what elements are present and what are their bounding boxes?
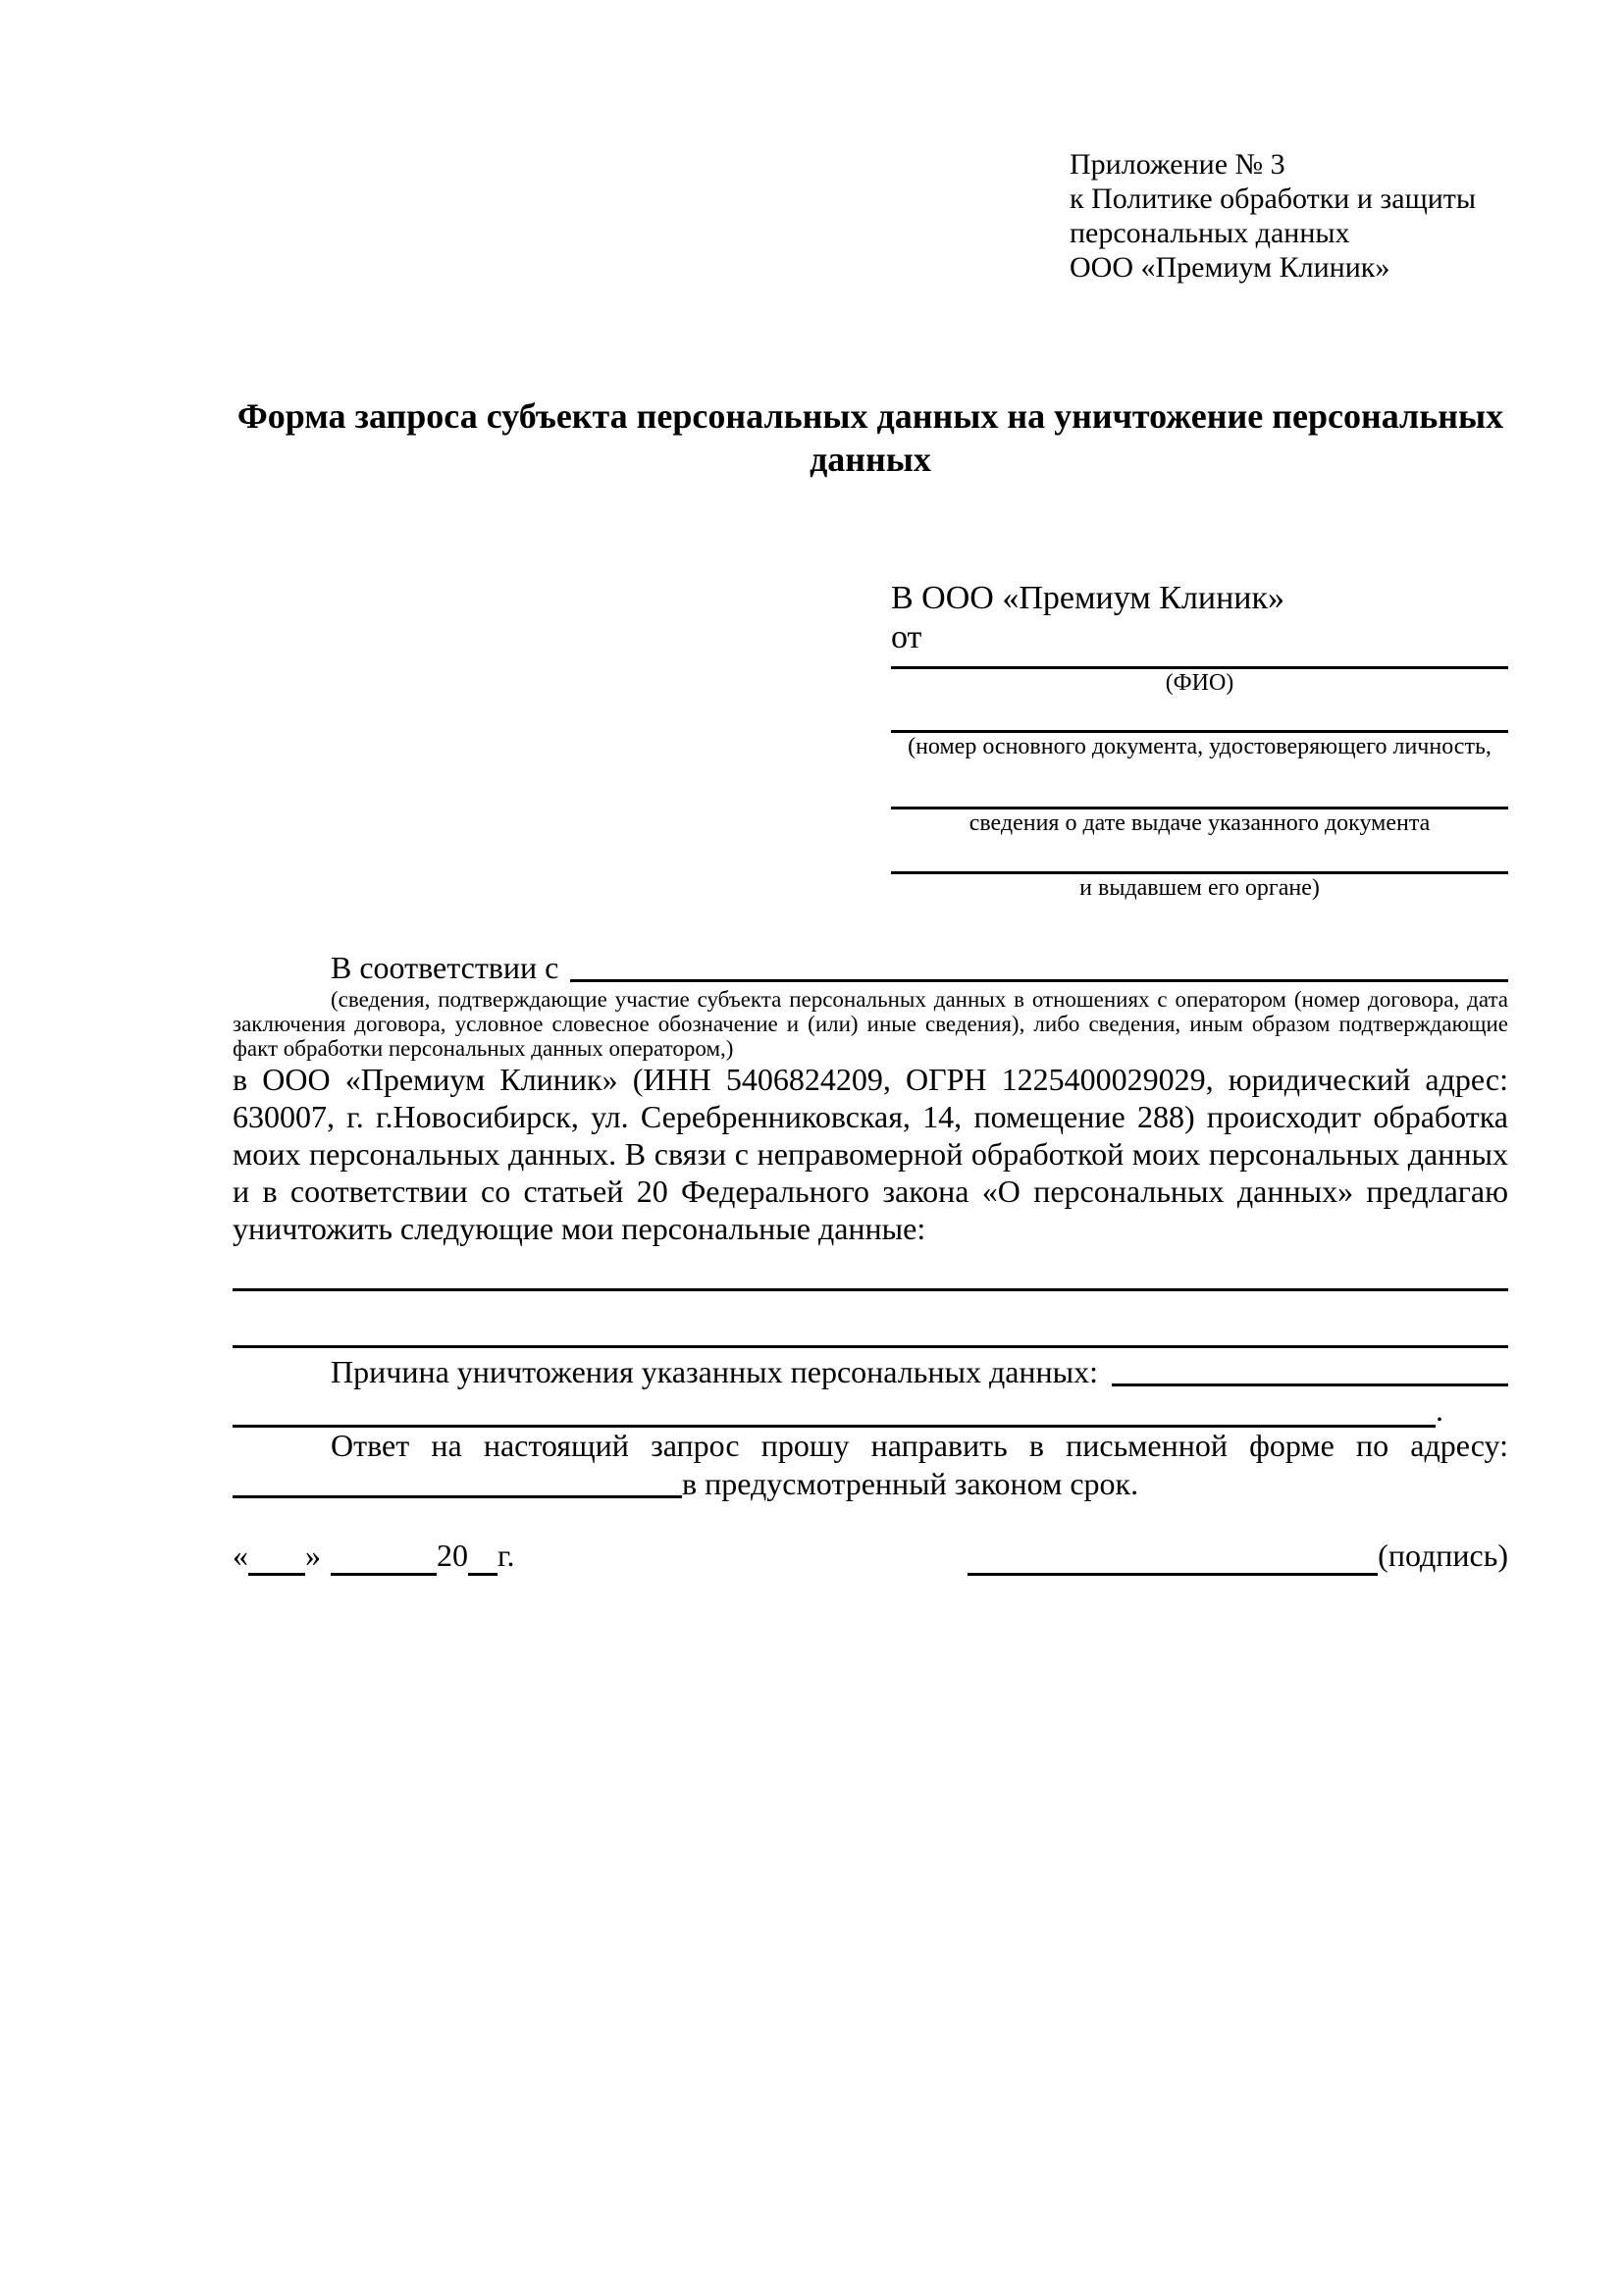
addressee-from-label: от — [891, 619, 922, 655]
date-quote-open: « — [233, 1538, 248, 1573]
address-field-underline — [233, 1464, 682, 1498]
signature-label: (подпись) — [1378, 1538, 1508, 1573]
date-month-underline — [331, 1539, 437, 1576]
issuing-authority-field-underline — [891, 835, 1508, 874]
issue-date-field-underline — [891, 758, 1508, 809]
appendix-header-line-3: персональных данных — [1070, 217, 1350, 249]
answer-sentence: Ответ на настоящий запрос прошу направить в письменной форме по адресу: — [331, 1428, 1508, 1463]
reason-continuation-line — [233, 1391, 1508, 1427]
appendix-header-line-4: ООО «Премиум Клиник» — [1070, 251, 1390, 284]
signature-line — [968, 1535, 1508, 1576]
accordance-prefix: В соответствии с — [331, 950, 559, 985]
main-paragraph: в ООО «Премиум Клиник» (ИНН 5406824209, ОГРН 1225400029029, юридический адрес: 630007, г. г.Новосибирск, ул. Серебренниковская, 14, помещение 288) происходит обработка моих персональных данных. В связи с неправомерной обработкой моих персональных данных и в соответствии со статьей 20 Федерального закона «О персональных данных» предлагаю уничтожить следующие мои персональные данные: — [233, 1062, 1508, 1246]
appendix-header-line-2: к Политике обработки и защиты — [1070, 183, 1477, 215]
reason-continuation-underline — [233, 1391, 1436, 1428]
document-number-field-underline — [891, 695, 1508, 733]
issuing-authority-field-label: и выдавшем его органе) — [1079, 875, 1320, 900]
date-day-underline — [248, 1539, 305, 1576]
answer-address-line — [233, 1464, 1508, 1503]
date-quote-close: » — [305, 1538, 321, 1573]
document-number-field-label: (номер основного документа, удостоверяющего личность, — [908, 734, 1492, 758]
reason-label: Причина уничтожения указанных персональных данных: — [331, 1354, 1099, 1389]
document-title: Форма запроса субъекта персональных данных на уничтожение персональных данных — [236, 396, 1504, 479]
date-year-suffix: г. — [497, 1538, 515, 1573]
reason-line — [233, 1352, 1508, 1391]
date-line — [233, 1535, 515, 1576]
accordance-line — [233, 948, 1508, 987]
appendix-header-line-1: Приложение № 3 — [1070, 148, 1285, 181]
issue-date-field-label: сведения о дате выдаче указанного документа — [969, 810, 1431, 835]
reason-field-underline — [1112, 1352, 1508, 1386]
appendix-header — [1070, 147, 1508, 285]
personal-data-field-underline-2 — [233, 1291, 1508, 1348]
addressee-block — [891, 576, 1508, 900]
signature-field-underline — [968, 1539, 1378, 1576]
date-year-prefix: 20 — [437, 1538, 468, 1573]
reason-line-period: . — [1436, 1392, 1443, 1428]
date-year-underline — [468, 1539, 497, 1576]
fio-field-label: (ФИО) — [1165, 670, 1234, 695]
answer-tail-text: в предусмотренный законом срок. — [682, 1466, 1139, 1501]
accordance-field-underline — [570, 948, 1508, 982]
personal-data-field-underline-1 — [233, 1247, 1508, 1291]
accordance-footnote: (сведения, подтверждающие участие субъекта персональных данных в отношениях с оператором (номер договора, дата заключения договора, условное словесное обозначение и (или) иные сведения), либо сведения, иным образом подтверждающие факт обработки персональных данных оператором,) — [233, 987, 1508, 1061]
fio-field-underline — [891, 620, 1508, 669]
date-signature-row — [233, 1535, 1508, 1576]
addressee-to: В ООО «Премиум Клиник» — [891, 580, 1285, 616]
